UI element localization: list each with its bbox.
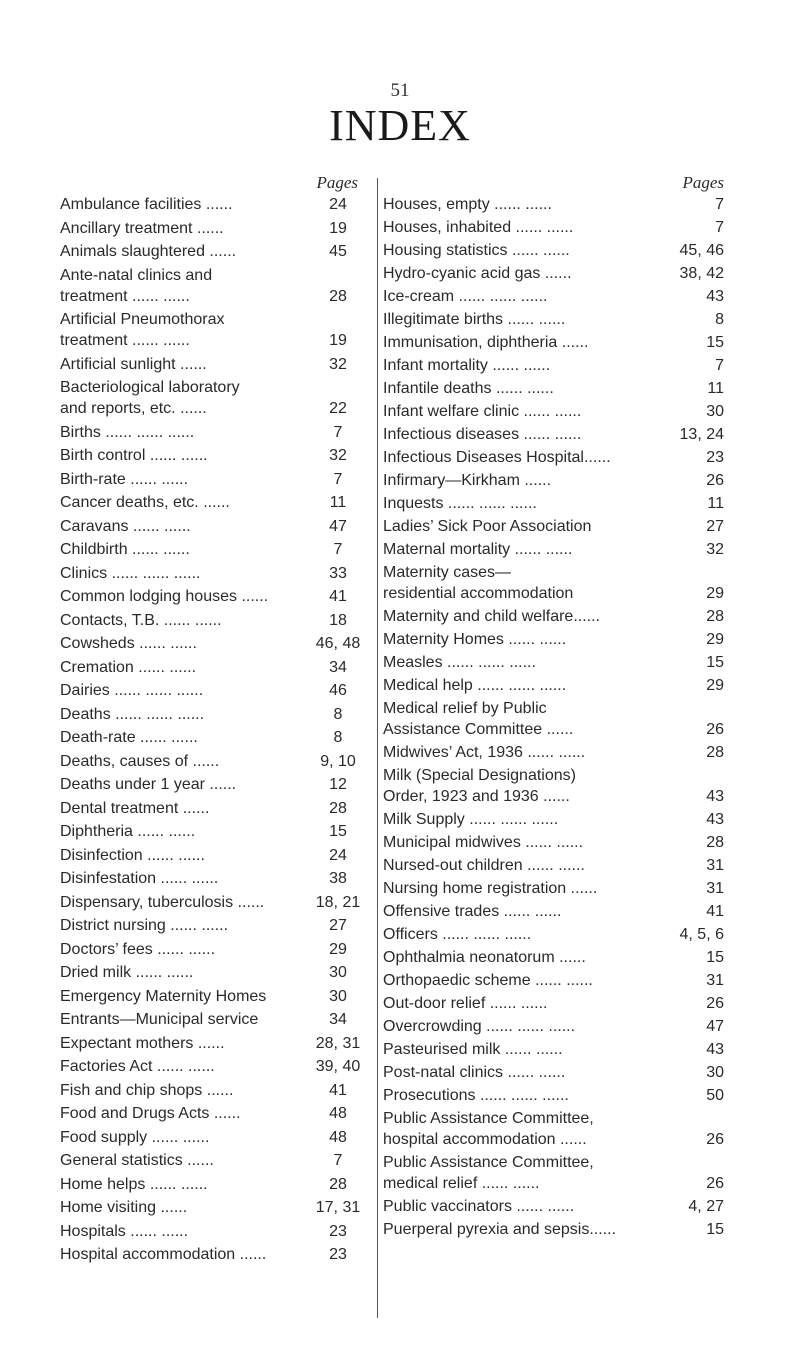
index-term: Infectious Diseases Hospital......	[383, 449, 611, 466]
index-term: Milk (Special Designations) Order, 1923 and 1936 ......	[383, 767, 576, 805]
index-entry	[383, 1152, 728, 1194]
index-page-ref: 45	[329, 243, 347, 260]
index-term: General statistics ......	[60, 1152, 214, 1169]
index-page-ref: 11	[329, 494, 347, 511]
index-entry	[383, 355, 728, 376]
index-term: Public vaccinators ...... ......	[383, 1198, 575, 1215]
index-entry	[60, 774, 370, 795]
index-entry	[60, 727, 370, 748]
index-term: Houses, inhabited ...... ......	[383, 219, 574, 236]
index-entry	[60, 610, 370, 631]
index-page-ref: 30	[706, 1064, 724, 1081]
index-page-ref: 28	[329, 799, 347, 817]
index-page-ref: 4, 5, 6	[679, 926, 724, 943]
index-term: Disinfection ...... ......	[60, 846, 205, 864]
index-page-ref: 28	[706, 744, 724, 761]
index-term: Illegitimate births ...... ......	[383, 311, 566, 328]
index-term: Municipal midwives ...... ......	[383, 834, 584, 851]
index-entry	[383, 240, 728, 261]
index-page-ref: 19	[329, 332, 347, 349]
index-entry	[60, 1174, 370, 1195]
index-term: Pasteurised milk ...... ......	[383, 1041, 563, 1058]
index-page-ref: 31	[706, 857, 724, 874]
index-term: Birth control ...... ......	[60, 447, 208, 464]
index-page-ref: 7	[333, 541, 343, 558]
index-entry	[60, 821, 370, 842]
index-column-left	[60, 172, 370, 1268]
index-entry	[60, 377, 370, 419]
index-entry	[60, 1221, 370, 1242]
index-entry	[60, 657, 370, 678]
index-entry	[60, 1103, 370, 1124]
index-page-ref: 30	[329, 964, 347, 981]
page-number: 51	[390, 80, 410, 101]
page-title: INDEX	[329, 101, 471, 150]
index-entry	[60, 445, 370, 466]
index-page-ref: 23	[329, 1246, 347, 1263]
index-term: Midwives’ Act, 1936 ...... ......	[383, 744, 586, 761]
index-entry-list	[60, 194, 370, 1265]
index-entry	[383, 493, 728, 514]
index-page-ref: 47	[706, 1018, 724, 1035]
index-page-ref: 9, 10	[320, 752, 356, 770]
index-term: Hospital accommodation ......	[60, 1246, 267, 1263]
index-term: Cowsheds ...... ......	[60, 635, 197, 652]
index-term: Ancillary treatment ......	[60, 219, 224, 237]
index-page-ref: 19	[329, 219, 347, 237]
index-term: Infantile deaths ...... ......	[383, 380, 554, 397]
index-page-ref: 28	[329, 287, 347, 305]
index-term: Entrants—Municipal service	[60, 1011, 259, 1028]
index-term: Hydro-cyanic acid gas ......	[383, 265, 572, 282]
index-term: Doctors’ fees ...... ......	[60, 940, 216, 958]
index-page-ref: 32	[329, 447, 347, 464]
index-page-ref: 7	[715, 219, 724, 236]
index-page-ref: 27	[706, 518, 724, 535]
index-entry	[60, 1150, 370, 1171]
index-entry	[383, 855, 728, 876]
index-term: Public Assistance Committee, medical relief ...... ......	[383, 1154, 594, 1192]
index-term: Ophthalmia neonatorum ......	[383, 949, 586, 966]
index-term: Animals slaughtered ......	[60, 243, 237, 260]
index-entry	[60, 892, 370, 913]
index-entry	[383, 1196, 728, 1217]
index-page-ref: 41	[706, 903, 724, 920]
index-entry	[383, 378, 728, 399]
index-entry	[383, 470, 728, 491]
index-page-ref: 29	[706, 631, 724, 648]
index-term: Deaths under 1 year ......	[60, 776, 237, 793]
index-entry	[60, 469, 370, 490]
index-term: Offensive trades ...... ......	[383, 903, 562, 920]
index-term: Prosecutions ...... ...... ......	[383, 1087, 569, 1104]
index-page-ref: 26	[706, 721, 724, 738]
index-term: Dispensary, tuberculosis ......	[60, 893, 265, 911]
index-entry	[383, 516, 728, 537]
index-term: Maternity Homes ...... ......	[383, 631, 567, 648]
index-entry	[383, 286, 728, 307]
index-page-ref: 4, 27	[688, 1198, 724, 1215]
index-page-ref: 7	[715, 196, 724, 213]
index-entry	[60, 680, 370, 701]
index-term: Hospitals ...... ......	[60, 1222, 189, 1240]
index-entry	[60, 751, 370, 772]
index-term: Disinfestation ...... ......	[60, 870, 219, 887]
index-term: Houses, empty ...... ......	[383, 196, 552, 213]
index-term: Nursed-out children ...... ......	[383, 857, 585, 874]
index-term: Food and Drugs Acts ......	[60, 1105, 241, 1122]
index-term: Deaths, causes of ......	[60, 752, 220, 770]
index-term: Ice-cream ...... ...... ......	[383, 288, 548, 305]
index-entry	[60, 939, 370, 960]
index-term: Dairies ...... ...... ......	[60, 682, 204, 699]
index-entry	[383, 924, 728, 945]
index-page-ref: 12	[329, 776, 347, 793]
index-term: Common lodging houses ......	[60, 588, 269, 605]
index-entry	[383, 901, 728, 922]
index-page-ref: 8	[333, 705, 343, 723]
index-page-ref: 24	[329, 196, 347, 213]
index-page-ref: 8	[715, 311, 724, 328]
index-term: Overcrowding ...... ...... ......	[383, 1018, 576, 1035]
index-entry-list	[383, 194, 728, 1240]
index-page-ref: 23	[329, 1222, 347, 1240]
index-entry	[383, 1062, 728, 1083]
index-term: Ladies’ Sick Poor Association	[383, 518, 592, 535]
index-term: Infant welfare clinic ...... ......	[383, 403, 582, 420]
index-page-ref: 32	[329, 355, 347, 373]
index-entry	[383, 562, 728, 604]
index-entry	[60, 1009, 370, 1030]
index-entry	[383, 629, 728, 650]
index-term: Dried milk ...... ......	[60, 964, 194, 981]
index-entry	[60, 1244, 370, 1265]
index-term: Births ...... ...... ......	[60, 423, 195, 441]
index-page-ref: 29	[706, 585, 724, 602]
index-page-ref: 24	[329, 846, 347, 864]
index-entry	[383, 698, 728, 740]
index-page-ref: 15	[706, 949, 724, 966]
index-page-ref: 47	[329, 517, 347, 535]
index-page-ref: 31	[706, 972, 724, 989]
index-page-ref: 28	[329, 1175, 347, 1193]
index-page-ref: 22	[329, 400, 347, 417]
index-entry	[383, 1219, 728, 1240]
index-page-ref: 43	[706, 288, 724, 305]
index-term: Artificial Pneumothorax treatment ...... ......	[60, 311, 225, 349]
index-term: Ante-natal clinics and treatment ...... ......	[60, 266, 213, 305]
index-page-ref: 7	[333, 423, 343, 441]
index-page-ref: 33	[329, 564, 347, 582]
index-term: Contacts, T.B. ...... ......	[60, 611, 222, 629]
index-entry	[383, 742, 728, 763]
index-entry	[383, 832, 728, 853]
index-entry	[60, 492, 370, 513]
index-entry	[60, 962, 370, 983]
index-term: Infectious diseases ...... ......	[383, 426, 582, 443]
index-column-right	[383, 172, 728, 1242]
index-entry	[60, 915, 370, 936]
index-entry	[60, 798, 370, 819]
index-entry	[60, 422, 370, 443]
index-term: Dental treatment ......	[60, 799, 210, 817]
index-entry	[60, 516, 370, 537]
pages-column-header: Pages	[316, 173, 358, 192]
index-entry	[60, 563, 370, 584]
index-page-ref: 45, 46	[679, 242, 724, 259]
index-page-ref: 11	[707, 380, 724, 397]
index-entry	[383, 1039, 728, 1060]
index-term: Birth-rate ...... ......	[60, 470, 189, 488]
index-page-ref: 38	[329, 870, 347, 887]
index-entry	[60, 1033, 370, 1054]
index-term: Factories Act ...... ......	[60, 1058, 215, 1075]
index-entry	[383, 878, 728, 899]
index-page-ref: 27	[329, 917, 347, 934]
index-term: Medical relief by Public Assistance Committee ......	[383, 700, 574, 738]
index-entry	[383, 947, 728, 968]
index-entry	[383, 194, 728, 215]
index-page-ref: 13, 24	[679, 426, 724, 443]
index-entry	[383, 675, 728, 696]
index-entry	[60, 704, 370, 725]
index-term: Nursing home registration ......	[383, 880, 598, 897]
index-page-ref: 7	[333, 470, 343, 488]
index-entry	[60, 1080, 370, 1101]
index-entry	[60, 868, 370, 889]
index-entry	[383, 652, 728, 673]
index-term: Bacteriological laboratory and reports, etc. ......	[60, 379, 240, 417]
index-term: Deaths ...... ...... ......	[60, 705, 205, 723]
index-entry	[383, 309, 728, 330]
index-page-ref: 43	[706, 1041, 724, 1058]
index-page-ref: 43	[706, 788, 724, 805]
index-entry	[60, 586, 370, 607]
index-entry	[60, 633, 370, 654]
index-entry	[60, 309, 370, 351]
index-page-ref: 46	[329, 682, 347, 699]
index-term: Post-natal clinics ...... ......	[383, 1064, 566, 1081]
index-entry	[60, 539, 370, 560]
index-page-ref: 18	[329, 611, 347, 629]
index-entry	[383, 765, 728, 807]
index-page-ref: 29	[706, 677, 724, 694]
index-entry	[383, 263, 728, 284]
index-page-ref: 11	[707, 495, 724, 512]
index-term: Artificial sunlight ......	[60, 355, 207, 373]
index-page-ref: 15	[329, 823, 347, 840]
index-entry	[60, 986, 370, 1007]
index-entry	[383, 993, 728, 1014]
index-page-ref: 15	[706, 654, 724, 671]
index-term: Infant mortality ...... ......	[383, 357, 551, 374]
index-page-ref: 28	[706, 608, 724, 625]
index-entry	[383, 217, 728, 238]
index-page-ref: 26	[706, 472, 724, 489]
index-page-ref: 30	[706, 403, 724, 420]
index-term: Ambulance facilities ......	[60, 196, 233, 213]
index-term: Officers ...... ...... ......	[383, 926, 532, 943]
index-page-ref: 34	[329, 658, 347, 676]
index-page-ref: 48	[329, 1105, 347, 1122]
index-term: Maternity cases— residential accommodation	[383, 564, 574, 602]
index-term: Expectant mothers ......	[60, 1034, 225, 1052]
index-entry	[383, 1108, 728, 1150]
index-term: Childbirth ...... ......	[60, 541, 190, 558]
index-entry	[383, 606, 728, 627]
index-page-ref: 28	[706, 834, 724, 851]
index-entry	[60, 1127, 370, 1148]
index-entry	[383, 539, 728, 560]
index-term: Clinics ...... ...... ......	[60, 564, 201, 582]
index-page-ref: 18, 21	[315, 893, 361, 911]
index-page-ref: 29	[329, 940, 347, 958]
index-term: Food supply ...... ......	[60, 1128, 210, 1146]
index-term: Fish and chip shops ......	[60, 1081, 234, 1099]
index-term: Housing statistics ...... ......	[383, 242, 570, 259]
index-entry	[60, 265, 370, 307]
column-divider	[377, 178, 378, 1318]
index-page-ref: 32	[706, 541, 724, 558]
index-entry	[60, 845, 370, 866]
index-term: Maternal mortality ...... ......	[383, 541, 573, 558]
index-page-ref: 7	[715, 357, 724, 374]
index-entry	[60, 194, 370, 215]
index-term: Diphtheria ...... ......	[60, 823, 196, 840]
index-entry	[383, 970, 728, 991]
index-term: Emergency Maternity Homes	[60, 987, 267, 1005]
index-term: Puerperal pyrexia and sepsis......	[383, 1221, 617, 1238]
index-page-ref: 39, 40	[315, 1058, 361, 1075]
index-entry	[383, 424, 728, 445]
index-page-ref: 7	[333, 1152, 343, 1169]
index-term: Immunisation, diphtheria ......	[383, 334, 589, 351]
index-page-ref: 43	[706, 811, 724, 828]
index-entry	[60, 1056, 370, 1077]
index-page-ref: 15	[706, 1221, 724, 1238]
index-entry	[60, 218, 370, 239]
index-page-ref: 41	[329, 588, 347, 605]
index-term: Milk Supply ...... ...... ......	[383, 811, 559, 828]
index-term: Public Assistance Committee, hospital accommodation ......	[383, 1110, 594, 1148]
index-term: Orthopaedic scheme ...... ......	[383, 972, 593, 989]
index-page-ref: 8	[333, 729, 343, 746]
index-term: District nursing ...... ......	[60, 917, 229, 934]
index-page-ref: 28, 31	[315, 1034, 361, 1052]
index-entry	[383, 1016, 728, 1037]
index-term: Home helps ...... ......	[60, 1175, 208, 1193]
index-page-ref: 30	[329, 987, 347, 1005]
index-page-ref: 34	[329, 1011, 347, 1028]
index-term: Cremation ...... ......	[60, 658, 197, 676]
index-page-ref: 23	[706, 449, 724, 466]
pages-column-header: Pages	[682, 173, 724, 192]
index-term: Cancer deaths, etc. ......	[60, 494, 230, 511]
index-page-ref: 26	[706, 995, 724, 1012]
index-page-ref: 50	[706, 1087, 724, 1104]
index-entry	[60, 241, 370, 262]
index-entry	[383, 809, 728, 830]
index-entry	[383, 332, 728, 353]
index-term: Maternity and child welfare......	[383, 608, 600, 625]
index-page-ref: 48	[329, 1128, 347, 1146]
index-page-ref: 46, 48	[315, 635, 361, 652]
index-page-ref: 26	[706, 1131, 724, 1148]
index-page-ref: 38, 42	[679, 265, 724, 282]
index-term: Infirmary—Kirkham ......	[383, 472, 552, 489]
index-page-ref: 41	[329, 1081, 347, 1099]
index-entry	[383, 447, 728, 468]
index-entry	[383, 401, 728, 422]
index-term: Caravans ...... ......	[60, 517, 191, 535]
index-term: Out-door relief ...... ......	[383, 995, 548, 1012]
index-term: Measles ...... ...... ......	[383, 654, 536, 671]
index-term: Home visiting ......	[60, 1199, 188, 1216]
index-entry	[60, 1197, 370, 1218]
index-entry	[60, 354, 370, 375]
index-page-ref: 17, 31	[315, 1199, 361, 1216]
index-entry	[383, 1085, 728, 1106]
index-term: Inquests ...... ...... ......	[383, 495, 537, 512]
index-term: Medical help ...... ...... ......	[383, 677, 567, 694]
index-term: Death-rate ...... ......	[60, 729, 198, 746]
index-page-ref: 26	[706, 1175, 724, 1192]
index-page-ref: 15	[706, 334, 724, 351]
index-page-ref: 31	[706, 880, 724, 897]
